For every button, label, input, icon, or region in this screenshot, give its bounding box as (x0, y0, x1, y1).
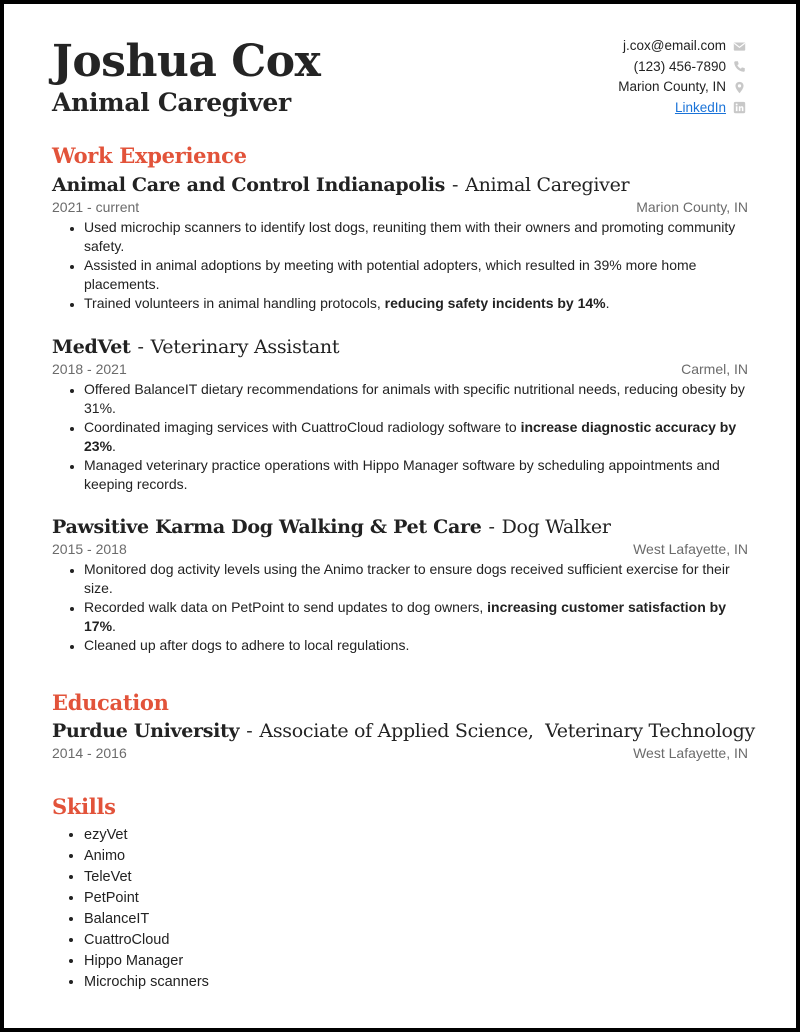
heading-separator: - (488, 516, 495, 538)
job-meta (52, 360, 748, 379)
job-heading (52, 334, 748, 360)
education-entry (52, 718, 755, 763)
candidate-name: Joshua Cox (52, 36, 321, 87)
job-bullet: • Used microchip scanners to identify lost dogs, reuniting them with their owners and promoting community safety. (84, 218, 748, 256)
job-heading (52, 514, 748, 540)
job-entry-2 (52, 334, 748, 494)
job-meta (52, 540, 748, 559)
job-bullet: • Recorded walk data on PetPoint to send updates to dog owners, increasing customer satisfaction by 17%. (84, 598, 748, 636)
job-location: Carmel, IN (681, 361, 748, 377)
job-dates: 2015 - 2018 (52, 541, 127, 557)
job-dates: 2021 - current (52, 199, 140, 215)
job-bullet: • Trained volunteers in animal handling protocols, reducing safety incidents by 14%. (84, 294, 748, 313)
job-meta (52, 198, 748, 217)
skill-item: • TeleVet (84, 867, 484, 888)
contact-email: j.cox@email.com (623, 38, 726, 53)
education-location: West Lafayette, IN (633, 745, 748, 761)
education-degree: Associate of Applied Science, Veterinary Technology (259, 720, 755, 742)
phone-icon (733, 60, 746, 73)
job-heading (52, 172, 748, 198)
job-employer: Animal Care and Control Indianapolis (52, 174, 446, 196)
education-school: Purdue University (52, 720, 240, 742)
skill-item: • Animo (84, 846, 484, 867)
heading-separator: - (246, 720, 253, 742)
skill-item: • PetPoint (84, 888, 484, 909)
linkedin-link[interactable]: LinkedIn (674, 99, 726, 115)
job-role: Animal Caregiver (465, 174, 630, 196)
job-bullet: • Offered BalanceIT dietary recommendations for animals with specific nutritional needs, reducing obesity by 31%. (84, 380, 748, 418)
job-role: Dog Walker (501, 516, 611, 538)
job-location: West Lafayette, IN (633, 541, 748, 557)
section-title-work: Work Experience (52, 143, 247, 168)
skill-item: • Hippo Manager (84, 951, 484, 972)
heading-separator: - (452, 174, 459, 196)
section-title-skills: Skills (52, 794, 116, 819)
section-title-education: Education (52, 690, 169, 715)
linkedin-icon (733, 101, 746, 114)
job-employer: MedVet (52, 336, 131, 358)
job-bullet: • Assisted in animal adoptions by meeting with potential adopters, which resulted in 39% more home placements. (84, 256, 748, 294)
job-bullets (52, 218, 748, 313)
job-location: Marion County, IN (636, 199, 748, 215)
contact-phone-row (446, 57, 746, 78)
skill-item: • ezyVet (84, 825, 484, 846)
job-employer: Pawsitive Karma Dog Walking & Pet Care (52, 516, 482, 538)
resume-page (4, 4, 796, 1028)
contact-location-row (446, 77, 746, 98)
job-dates: 2018 - 2021 (52, 361, 127, 377)
education-meta (52, 744, 748, 763)
contact-phone: (123) 456-7890 (633, 58, 726, 74)
skill-item: • BalanceIT (84, 909, 484, 930)
candidate-title: Animal Caregiver (52, 88, 291, 117)
job-entry-3 (52, 514, 748, 655)
heading-separator: - (137, 336, 144, 358)
skill-item: • Microchip scanners (84, 972, 484, 993)
contact-linkedin-row (446, 98, 746, 119)
contact-email-row (446, 36, 746, 57)
job-bullet: • Monitored dog activity levels using the Animo tracker to ensure dogs received sufficient exercise for their size. (84, 560, 748, 598)
job-bullets (52, 560, 748, 655)
skills-list (52, 825, 484, 993)
envelope-icon (733, 40, 746, 53)
job-bullet: • Managed veterinary practice operations with Hippo Manager software by scheduling appointments and keeping records. (84, 456, 748, 494)
job-bullet: • Cleaned up after dogs to adhere to local regulations. (84, 636, 748, 655)
contact-block (446, 36, 746, 118)
skill-item: • CuattroCloud (84, 930, 484, 951)
job-bullets (52, 380, 748, 494)
job-entry-1 (52, 172, 748, 313)
education-dates: 2014 - 2016 (52, 745, 127, 761)
job-bullet: • Coordinated imaging services with CuattroCloud radiology software to increase diagnostic accuracy by 23%. (84, 418, 748, 456)
job-role: Veterinary Assistant (150, 336, 340, 358)
contact-location: Marion County, IN (618, 79, 726, 94)
map-pin-icon (733, 81, 746, 94)
education-heading (52, 718, 755, 744)
